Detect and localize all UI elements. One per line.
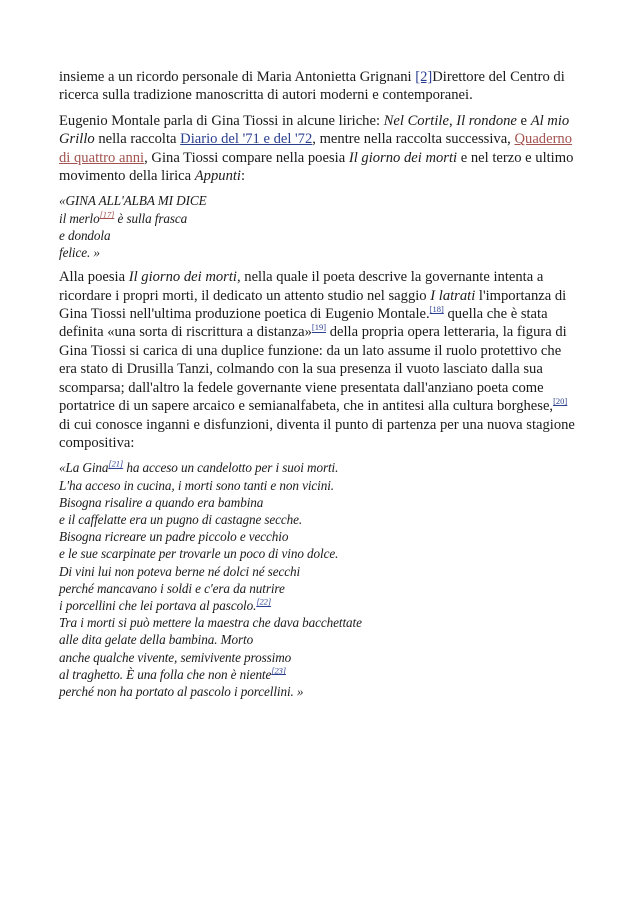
text: Direttore del Centro di ricerca sulla tradizione manoscritta di autori moderni e contemporanei. bbox=[59, 69, 565, 104]
text: , mentre nella raccolta successiva, bbox=[312, 131, 515, 148]
footnote-ref-2[interactable]: [2] bbox=[415, 69, 433, 85]
text: : bbox=[240, 168, 246, 185]
text: quella che è stata definita «una sorta di riscrittura a distanza» bbox=[59, 306, 548, 341]
text: , bbox=[448, 112, 457, 129]
text: insieme a un ricordo personale di Maria Antonietta Grignani bbox=[59, 69, 416, 85]
text: al traghetto. È una folla che non è niente bbox=[59, 666, 272, 682]
footnote-ref-18[interactable]: [18] bbox=[429, 304, 444, 315]
text: Alla poesia bbox=[59, 269, 129, 286]
text: l'importanza di Gina Tiossi nell'ultima produzione poetica di Eugenio Montale. bbox=[59, 287, 567, 323]
paragraph-2 bbox=[59, 112, 579, 186]
text: e nel terzo e ultimo movimento della lirica bbox=[59, 149, 574, 185]
poem-line: Di vini lui non poteva berne né dolci né secchi bbox=[59, 563, 301, 579]
footnote-ref-21[interactable]: [21] bbox=[108, 458, 124, 469]
footnote-ref-23[interactable]: [23] bbox=[271, 665, 286, 676]
poem-line: Bisogna risalire a quando era bambina bbox=[59, 494, 264, 510]
footnote-ref-22[interactable]: [22] bbox=[256, 596, 272, 607]
text: nella raccolta bbox=[94, 131, 181, 148]
footnote-ref-19[interactable]: [19] bbox=[311, 322, 327, 333]
poem-line: Tra i morti si può mettere la maestra che dava bacchettate bbox=[59, 615, 362, 631]
poem-line: anche qualche vivente, semivivente prossimo bbox=[59, 649, 292, 665]
poem-line bbox=[59, 666, 579, 683]
document-page bbox=[59, 68, 579, 707]
text: della propria opera letteraria, la figura di Gina Tiossi si carica di una duplice funzione: da un lato assume il ruolo protettivo che era stato di Drusilla Tanzi, colmando con la sua presenza il vuoto lasciato dalla sua scomparsa; dall'altro la fedele governante viene presentata dall'anziano poeta come portatrice di un sapere arcaico e semianalfabeta, che in antitesi alla cultura borghese, bbox=[59, 324, 567, 415]
poem-line: e le sue scarpinate per trovarle un poco di vino dolce. bbox=[59, 546, 339, 562]
poem-line bbox=[59, 459, 579, 476]
title-il-rondone: Il rondone bbox=[456, 112, 517, 129]
title-al-mio-grillo: Al mio Grillo bbox=[59, 112, 570, 148]
text: Eugenio Montale parla di Gina Tiossi in alcune liriche: bbox=[59, 112, 384, 129]
text: «La Gina bbox=[59, 460, 109, 476]
text: , nella quale il poeta descrive la governante intenta a ricordare i propri morti, il dedicato un attento studio nel saggio bbox=[59, 269, 544, 304]
poem-line bbox=[59, 597, 579, 614]
title-il-giorno-dei-morti: Il giorno dei morti bbox=[348, 149, 458, 166]
poem-line: alle dita gelate della bambina. Morto bbox=[59, 632, 254, 648]
footnote-ref-17[interactable]: [17] bbox=[99, 209, 115, 220]
paragraph-1 bbox=[59, 68, 579, 105]
text: il merlo bbox=[59, 210, 100, 226]
poem-quote-2 bbox=[59, 459, 579, 700]
title-i-latrati: I latrati bbox=[430, 287, 476, 304]
poem-line: e dondola bbox=[59, 227, 111, 243]
paragraph-3 bbox=[59, 268, 579, 452]
footnote-ref-20[interactable]: [20] bbox=[553, 396, 568, 407]
text: di cui conosce inganni e disfunzioni, diventa il punto di partenza per una nuova stagione compositiva: bbox=[59, 416, 575, 451]
poem-line: «GINA ALL'ALBA MI DICE bbox=[59, 193, 207, 209]
title-appunti: Appunti bbox=[194, 168, 241, 185]
text: ha acceso un candelotto per i suoi morti. bbox=[123, 460, 339, 476]
text: e bbox=[516, 112, 531, 129]
poem-quote-1 bbox=[59, 192, 579, 261]
poem-line: perché mancavano i soldi e c'era da nutrire bbox=[59, 580, 285, 596]
poem-line: e il caffelatte era un pugno di castagne secche. bbox=[59, 511, 303, 527]
text: è sulla frasca bbox=[114, 210, 188, 226]
poem-line: L'ha acceso in cucina, i morti sono tanti e non vicini. bbox=[59, 477, 334, 493]
poem-line: felice. » bbox=[59, 245, 100, 261]
text: , Gina Tiossi compare nella poesia bbox=[144, 149, 349, 166]
poem-line bbox=[59, 210, 579, 227]
poem-line: perché non ha portato al pascolo i porcellini. » bbox=[59, 683, 304, 699]
link-diario[interactable]: Diario del '71 e del '72 bbox=[180, 131, 313, 148]
text: i porcellini che lei portava al pascolo. bbox=[59, 597, 257, 613]
link-quaderno[interactable]: Quaderno di quattro anni bbox=[59, 131, 573, 166]
poem-line: Bisogna ricreare un padre piccolo e vecchio bbox=[59, 529, 289, 545]
title-nel-cortile: Nel Cortile bbox=[383, 112, 449, 129]
title-il-giorno-dei-morti: Il giorno dei morti bbox=[128, 269, 237, 286]
